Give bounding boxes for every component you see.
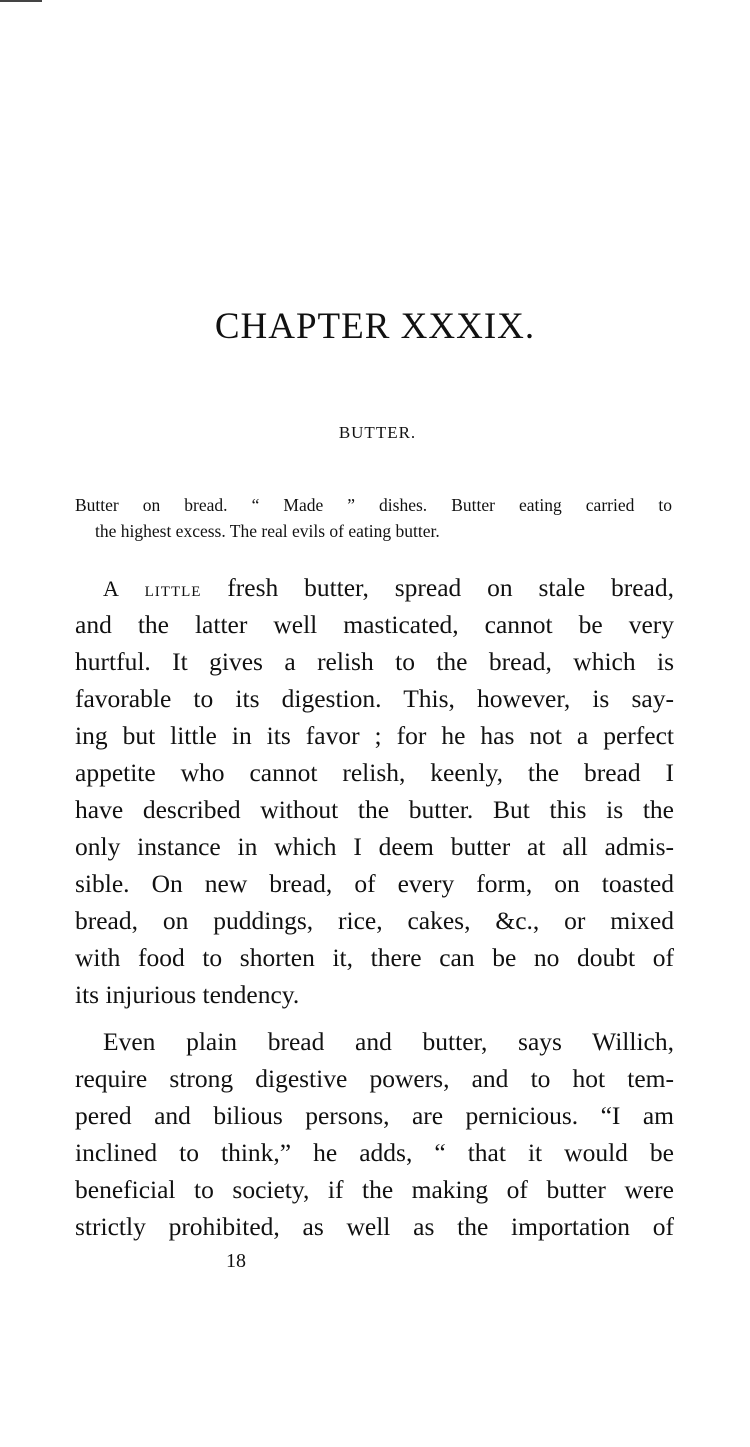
paragraph-1-line: only instance in which I deem butter at all admis- [75, 832, 674, 861]
signature-mark: 18 [226, 1250, 246, 1272]
chapter-summary-line: the highest excess. The real evils of eating butter. [95, 521, 440, 541]
paragraph-2-line: require strong digestive powers, and to hot tem- [75, 1064, 674, 1093]
line-text: fresh butter, spread on stale bread, [201, 573, 674, 602]
scan-artifact [0, 0, 42, 10]
chapter-subject: BUTTER. [338, 423, 417, 442]
small-caps-lead: A little [103, 576, 202, 601]
paragraph-2-line: Even plain bread and butter, says Willich, [103, 1027, 674, 1056]
paragraph-2-line: beneficial to society, if the making of butter were [75, 1175, 674, 1204]
paragraph-1-line: with food to shorten it, there can be no doubt of [75, 943, 674, 972]
paragraph-1-line: sible. On new bread, of every form, on toasted [75, 869, 674, 898]
paragraph-1-line: appetite who cannot relish, keenly, the bread I [75, 758, 674, 787]
paragraph-1-line: ing but little in its favor ; for he has not a perfect [75, 721, 674, 750]
paragraph-2-line: strictly prohibited, as well as the importation of [75, 1212, 674, 1241]
paragraph-1-line: and the latter well masticated, cannot be very [75, 610, 674, 639]
paragraph-1-line: its injurious tendency. [75, 980, 300, 1009]
paragraph-1-line [103, 570, 674, 606]
paragraph-1-line: favorable to its digestion. This, however, is say- [75, 684, 674, 713]
chapter-summary-line: Butter on bread. “ Made ” dishes. Butter eating carried to [75, 495, 672, 515]
paragraph-1-line: have described without the butter. But this is the [75, 795, 674, 824]
chapter-title: CHAPTER XXXIX. [214, 306, 536, 347]
paragraph-1-line: bread, on puddings, rice, cakes, &c., or mixed [75, 906, 674, 935]
paragraph-2-line: inclined to think,” he adds, “ that it would be [75, 1138, 674, 1167]
paragraph-1-line: hurtful. It gives a relish to the bread, which is [75, 647, 674, 676]
paragraph-2-line: pered and bilious persons, are pernicious. “I am [75, 1101, 674, 1130]
